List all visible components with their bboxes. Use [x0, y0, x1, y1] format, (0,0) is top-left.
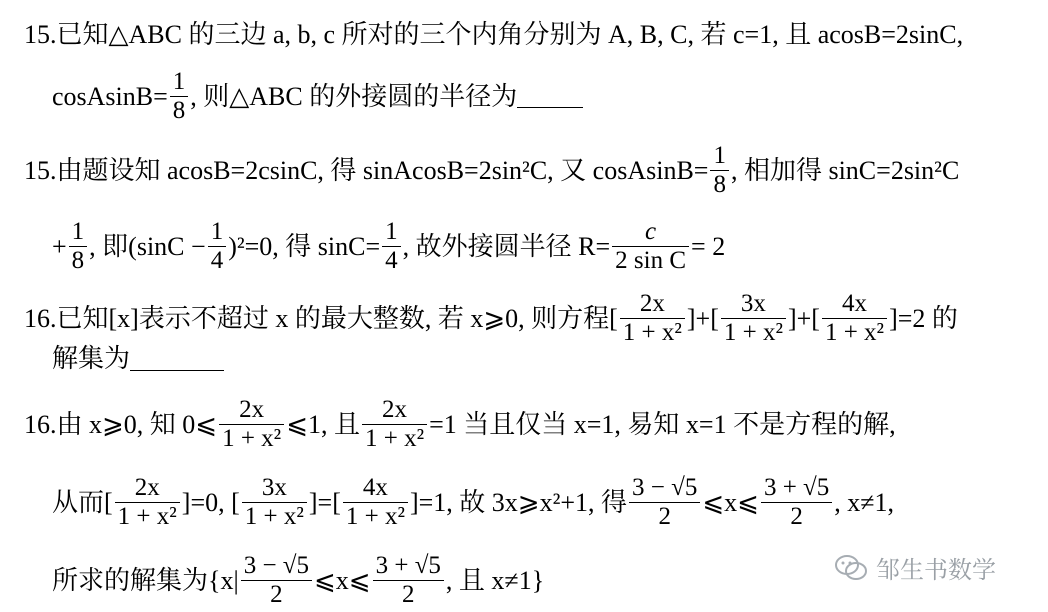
q15-line-2: [52, 68, 583, 125]
a15-text-2: , 相加得 sinC=2sin²C: [730, 155, 960, 185]
a16-line-1: [24, 396, 896, 453]
fraction-c-over-2sinC: [612, 218, 689, 275]
a16-text-5: ]=0, [: [181, 487, 240, 517]
q15-text-2: cosAsinB=: [52, 81, 168, 111]
a16-text-1: 由 x⩾0, 知 0⩽: [56, 409, 218, 439]
numerator: 3 − √5: [243, 552, 310, 579]
plus-sign: +: [52, 231, 67, 261]
numerator: 3 + √5: [763, 474, 830, 501]
numerator: 3x: [740, 290, 766, 317]
fraction-2x: [620, 290, 685, 347]
a15-text-1: 由题设知 acosB=2csinC, 得 sinAcosB=2sin²C, 又 cosAsinB=: [56, 155, 709, 185]
numerator: 4x: [362, 474, 388, 501]
fraction-3-plus-root5: [373, 552, 444, 609]
denominator: 2: [402, 581, 415, 608]
a16-text-3: =1 当且仅当 x=1, 易知 x=1 不是方程的解,: [429, 409, 896, 439]
numerator: 3x: [261, 474, 287, 501]
fraction-1-8: [170, 68, 189, 125]
q16-text-1: 已知[x]表示不超过 x 的最大整数, 若 x⩾0, 则方程[: [56, 303, 618, 333]
numerator: 2x: [239, 396, 265, 423]
a15-text-5: , 故外接圆半径 R=: [402, 231, 611, 261]
denominator: 1 + x²: [364, 425, 425, 452]
fraction-2x: [219, 396, 284, 453]
bracket-sep: ]+[: [686, 303, 719, 333]
a15-text-4: )²=0, 得 sinC=: [228, 231, 381, 261]
a16-text-9: , x≠1,: [834, 487, 895, 517]
numerator: 1: [210, 218, 224, 245]
denominator: 4: [385, 247, 398, 274]
q15-text-3: , 则△ABC 的外接圆的半径为: [190, 81, 518, 111]
fraction-4x: [343, 474, 408, 531]
numerator: 1: [71, 218, 85, 245]
a16-line-2: [52, 474, 894, 531]
a15-line-1: [24, 142, 959, 199]
fraction-3x: [242, 474, 307, 531]
fraction-3-minus-root5: [629, 474, 700, 531]
q16-number: 16.: [24, 303, 57, 333]
denominator: 8: [713, 171, 726, 198]
a16-text-12: , 且 x≠1}: [445, 565, 545, 595]
numerator: 3 − √5: [632, 474, 698, 501]
numerator: 1: [172, 68, 186, 95]
q16-line-1: [24, 290, 958, 347]
a16-text-10: 所求的解集为{x|: [52, 565, 239, 595]
q15-line-1: [24, 20, 963, 50]
a16-text-8: ⩽x⩽: [702, 487, 759, 517]
fraction-3-minus-root5: [241, 552, 312, 609]
denominator: 1 + x²: [117, 503, 177, 530]
denominator: 1 + x²: [345, 503, 405, 530]
numerator: 1: [713, 142, 726, 169]
a16-text-6: ]=[: [308, 487, 341, 517]
denominator: 1 + x²: [723, 319, 783, 346]
fraction-2x: [362, 396, 427, 453]
fraction-1-8: [710, 142, 729, 199]
answer-blank: [517, 85, 583, 108]
fraction-4x: [822, 290, 887, 347]
a16-text-4: 从而[: [52, 487, 113, 517]
wechat-icon: [834, 553, 868, 583]
answer-blank: [130, 348, 224, 371]
denominator: 1 + x²: [824, 319, 885, 346]
denominator: 4: [210, 247, 224, 274]
fraction-1-8: [69, 218, 88, 275]
fraction-2x: [115, 474, 180, 531]
numerator: 2x: [639, 290, 665, 317]
fraction-3x: [721, 290, 786, 347]
a16-number: 16.: [24, 409, 57, 439]
numerator: 1: [385, 218, 398, 245]
fraction-1-4: [382, 218, 401, 275]
numerator: 3 + √5: [375, 552, 441, 579]
denominator: 1 + x²: [244, 503, 304, 530]
a16-text-7: ]=1, 故 3x⩾x²+1, 得: [409, 487, 628, 517]
a16-text-11: ⩽x⩽: [314, 565, 371, 595]
denominator: 2: [658, 503, 671, 530]
a15-text-3: , 即(sinC −: [89, 231, 206, 261]
q16-text-2: ]=2 的: [889, 303, 958, 333]
q16-line-2: [52, 344, 224, 374]
numerator: 4x: [842, 290, 867, 317]
denominator: 2: [790, 503, 803, 530]
q15-text-1: 已知△ABC 的三边 a, b, c 所对的三个内角分别为 A, B, C, 若 c=1, 且 acosB=2sinC,: [56, 20, 964, 49]
fraction-1-4: [208, 218, 227, 275]
watermark-text: 邹生书数学: [876, 556, 996, 584]
q15-number: 15.: [24, 20, 57, 49]
denominator: 1 + x²: [622, 319, 682, 346]
fraction-3-plus-root5: [761, 474, 832, 531]
q16-text-3: 解集为: [52, 344, 131, 373]
a16-text-2: ⩽1, 且: [286, 409, 360, 439]
a15-number: 15.: [24, 155, 57, 185]
bracket-sep: ]+[: [787, 303, 820, 333]
a16-line-3: [52, 552, 544, 609]
a15-result: = 2: [691, 231, 726, 261]
numerator: 2x: [134, 474, 160, 501]
denominator: 1 + x²: [222, 425, 282, 452]
watermark: [834, 550, 996, 585]
denominator: 8: [172, 97, 186, 124]
numerator: c: [645, 218, 657, 245]
numerator: 2x: [382, 396, 408, 423]
denominator: 8: [71, 247, 85, 274]
denominator: 2 sin C: [615, 247, 687, 274]
denominator: 2: [270, 581, 283, 608]
a15-line-2: [52, 218, 725, 275]
